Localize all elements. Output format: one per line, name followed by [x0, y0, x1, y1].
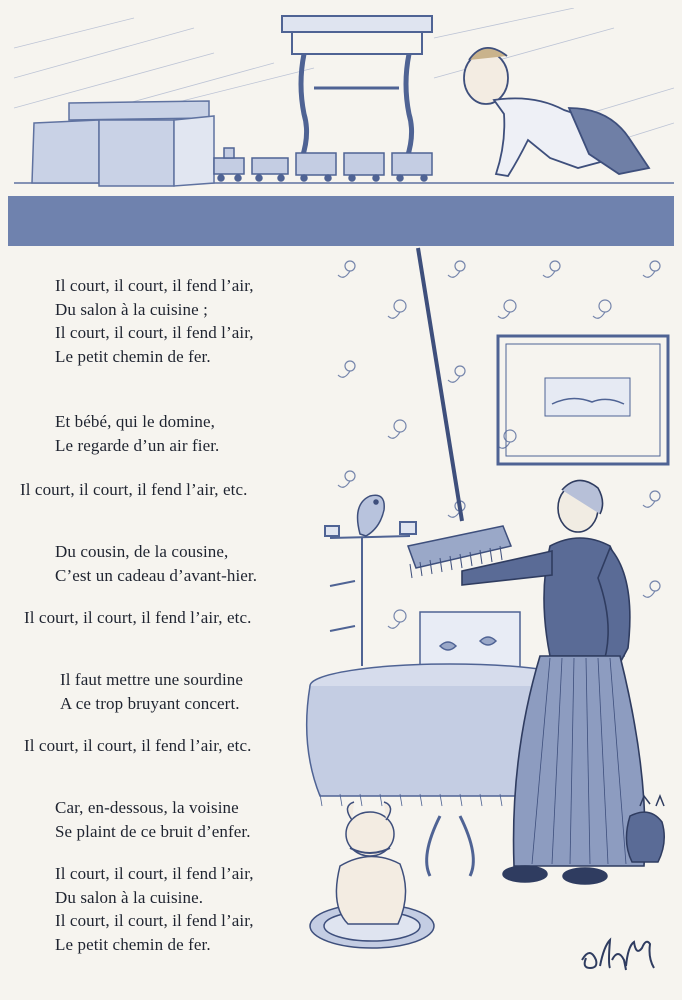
- stanza: [55, 410, 385, 457]
- poem-line: Le petit chemin de fer.: [55, 934, 211, 954]
- poem-line: Il court, il court, il fend l’air, etc.: [20, 480, 248, 499]
- refrain: [24, 734, 354, 758]
- poem-line: Il court, il court, il fend l’air, etc.: [24, 736, 252, 755]
- poem-line: Il court, il court, il fend l’air,: [55, 911, 254, 930]
- refrain: [20, 478, 350, 502]
- poem-line: Se plaint de ce bruit d’enfer.: [55, 821, 251, 841]
- decorative-band: [8, 196, 674, 246]
- refrain: [24, 606, 354, 630]
- poem-line: Du salon à la cuisine.: [55, 887, 204, 907]
- framed-picture: [498, 336, 668, 464]
- poem-line: Il court, il court, il fend l’air,: [55, 323, 254, 342]
- stanza: [55, 796, 385, 843]
- poem-line: A ce trop bruyant concert.: [60, 693, 240, 713]
- poem-line: Le regarde d’un air fier.: [55, 435, 220, 455]
- poem-line: Il court, il court, il fend l’air,: [55, 276, 254, 295]
- poem-line: Et bébé, qui le domine,: [55, 412, 215, 431]
- poem-line: Le petit chemin de fer.: [55, 346, 211, 366]
- poem-line: Du cousin, de la cousine,: [55, 542, 229, 561]
- stanza: [55, 274, 385, 368]
- poem-line: Il court, il court, il fend l’air, etc.: [24, 608, 252, 627]
- poem-line: Du salon à la cuisine ;: [55, 299, 208, 319]
- poem-line: Il court, il court, il fend l’air,: [55, 864, 254, 883]
- stanza: [60, 668, 390, 715]
- stanza: [55, 540, 385, 587]
- broom: [408, 248, 511, 578]
- parrot: [358, 495, 385, 536]
- top-illustration: [14, 8, 674, 198]
- poem-line: Il faut mettre une sourdine: [60, 670, 244, 689]
- artist-monogram: [576, 930, 666, 980]
- poem-line: C’est un cadeau d’avant-hier.: [55, 565, 258, 585]
- poem-line: Car, en-dessous, la voisine: [55, 798, 239, 817]
- stanza: [55, 862, 385, 956]
